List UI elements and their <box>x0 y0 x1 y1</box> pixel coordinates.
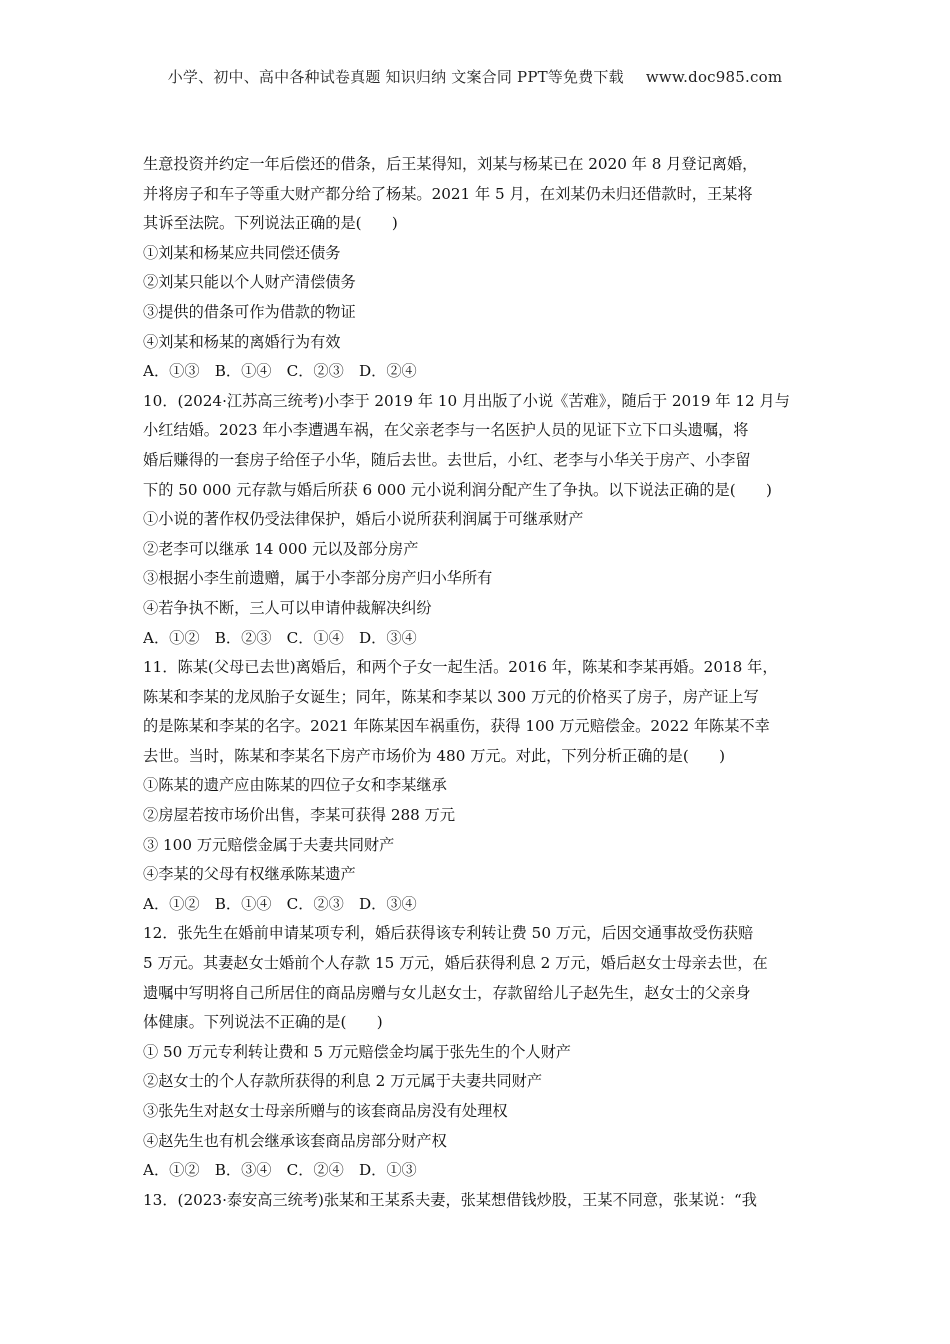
page-header <box>0 66 950 87</box>
option-line: ③ 100 万元赔偿金属于夫妻共同财产 <box>143 835 395 854</box>
option-line: ④李某的父母有权继承陈某遗产 <box>143 865 356 884</box>
text-line: 体健康。下列说法不正确的是( ) <box>143 1013 383 1032</box>
option-line: ②老李可以继承 14 000 元以及部分房产 <box>143 539 419 558</box>
question-12-stem: 12．张先生在婚前申请某项专利，婚后获得该专利转让费 50 万元，后因交通事故受伤获赔 <box>143 924 754 943</box>
option-line: ④赵先生也有机会继承该套商品房部分财产权 <box>143 1131 447 1150</box>
option-line: ①小说的著作权仍受法律保护，婚后小说所获利润属于可继承财产 <box>143 510 584 529</box>
text-line: 陈某和李某的龙凤胎子女诞生；同年，陈某和李某以 300 万元的价格买了房子，房产证上写 <box>143 687 759 706</box>
option-line: ④若争执不断，三人可以申请仲裁解决纠纷 <box>143 598 432 617</box>
question-13-stem: 13．(2023·泰安高三统考)张某和王某系夫妻，张某想借钱炒股，王某不同意，张某说：“我 <box>143 1190 757 1209</box>
text-line: 生意投资并约定一年后偿还的借条，后王某得知，刘某与杨某已在 2020 年 8 月登记离婚， <box>143 155 758 173</box>
option-line: ①刘某和杨某应共同偿还债务 <box>143 243 341 262</box>
option-line: ③根据小李生前遗赠，属于小李部分房产归小华所有 <box>143 569 493 588</box>
question-11-stem: 11．陈某(父母已去世)离婚后，和两个子女一起生活。2016 年，陈某和李某再婚。2018 年， <box>143 658 778 677</box>
text-line: 其诉至法院。下列说法正确的是( ) <box>143 214 398 233</box>
document-body <box>143 150 815 1215</box>
header-text: 小学、初中、高中各种试卷真题 知识归纳 文案合同 PPT等免费下载 <box>167 68 624 86</box>
text-line: 的是陈某和李某的名字。2021 年陈某因车祸重伤，获得 100 万元赔偿金。2022 年陈某不幸 <box>143 717 770 736</box>
answer-choices: A．①③ B．①④ C．②③ D．②④ <box>143 362 417 381</box>
option-line: ②刘某只能以个人财产清偿债务 <box>143 273 356 292</box>
answer-choices: A．①② B．①④ C．②③ D．③④ <box>143 894 417 913</box>
text-line: 遗嘱中写明将自己所居住的商品房赠与女儿赵女士，存款留给儿子赵先生，赵女士的父亲身 <box>143 983 751 1002</box>
option-line: ②赵女士的个人存款所获得的利息 2 万元属于夫妻共同财产 <box>143 1072 543 1091</box>
option-line: ① 50 万元专利转让费和 5 万元赔偿金均属于张先生的个人财产 <box>143 1042 571 1061</box>
text-line: 去世。当时，陈某和李某名下房产市场价为 480 万元。对此，下列分析正确的是( ) <box>143 746 726 765</box>
answer-choices: A．①② B．③④ C．②④ D．①③ <box>143 1161 417 1180</box>
option-line: ①陈某的遗产应由陈某的四位子女和李某继承 <box>143 776 447 795</box>
text-line: 小红结婚。2023 年小李遭遇车祸，在父亲老李与一名医护人员的见证下立下口头遗嘱，将 <box>143 421 749 440</box>
text-line: 并将房子和车子等重大财产都分给了杨某。2021 年 5 月，在刘某仍未归还借款时，王某将 <box>143 184 753 203</box>
answer-choices: A．①② B．②③ C．①④ D．③④ <box>143 628 417 647</box>
text-line: 5 万元。其妻赵女士婚前个人存款 15 万元，婚后获得利息 2 万元，婚后赵女士母亲去世，在 <box>143 954 768 973</box>
option-line: ④刘某和杨某的离婚行为有效 <box>143 332 341 351</box>
text-line: 下的 50 000 元存款与婚后所获 6 000 元小说利润分配产生了争执。以下说法正确的是( ) <box>143 480 772 499</box>
header-url: www.doc985.com <box>645 68 783 86</box>
option-line: ③提供的借条可作为借款的物证 <box>143 302 356 321</box>
text-line: 婚后赚得的一套房子给侄子小华，随后去世。去世后，小红、老李与小华关于房产、小李留 <box>143 450 751 469</box>
question-10-stem: 10．(2024·江苏高三统考)小李于 2019 年 10 月出版了小说《苦难》，随后于 2019 年 12 月与 <box>143 391 790 410</box>
option-line: ③张先生对赵女士母亲所赠与的该套商品房没有处理权 <box>143 1102 508 1120</box>
option-line: ②房屋若按市场价出售，李某可获得 288 万元 <box>143 806 456 825</box>
